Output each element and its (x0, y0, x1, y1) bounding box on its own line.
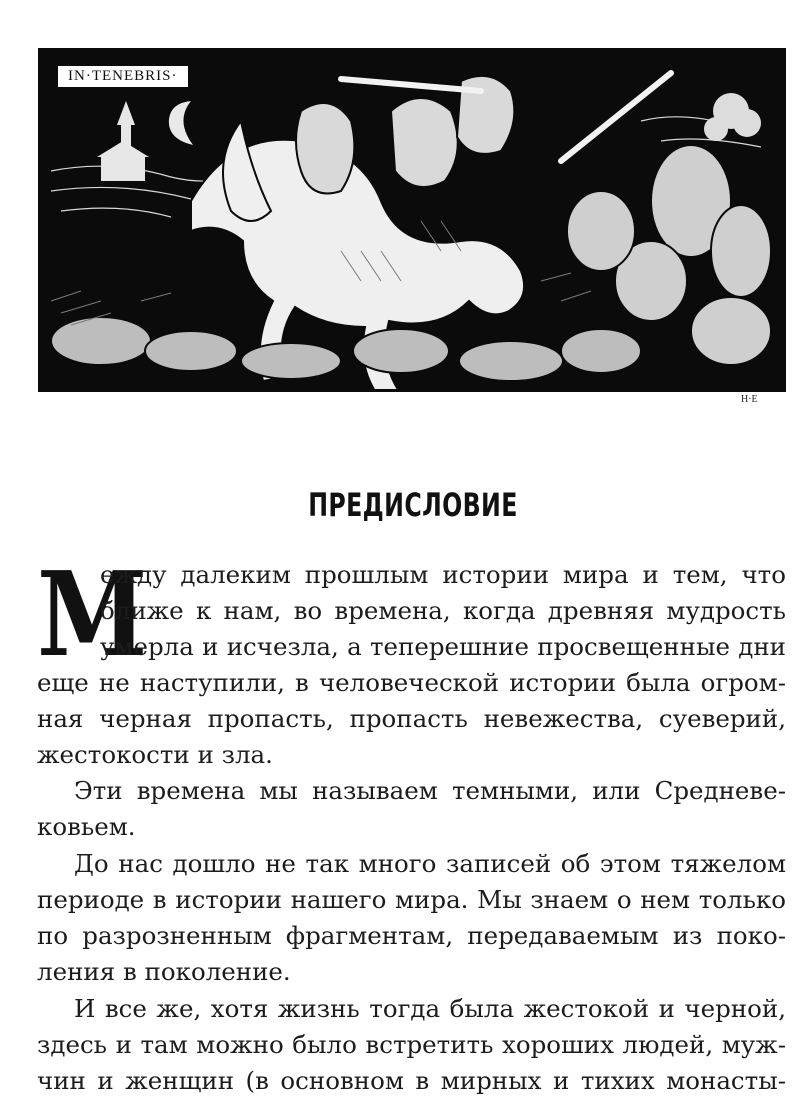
woodcut-illustration (38, 48, 786, 392)
text-line: еще не наступили, в человеческой истории была огром- (37, 668, 786, 697)
text-line: чин и женщин (в основном в мирных и тихих монасты- (37, 1066, 786, 1095)
text-line: Эти времена мы называем темными, или Средневе- (74, 776, 786, 805)
text-line: здесь и там можно было встретить хороших людей, муж- (37, 1030, 786, 1059)
text-line: умерла и исчезла, а теперешние просвещенные дни (100, 632, 786, 661)
text-line: ежду далеким прошлым истории мира и тем, что (100, 560, 786, 589)
text-line: ления в поколение. (37, 957, 291, 986)
banner-inscription: IN·TENEBRIS· (56, 64, 190, 89)
drop-cap: М (37, 547, 148, 683)
text-line: по разрозненным фрагментам, передаваемым из поко- (37, 921, 786, 950)
text-line: ная черная пропасть, пропасть невежества, суеверий, (37, 704, 786, 733)
text-line: периоде в истории нашего мира. Мы знаем о нем только (37, 885, 786, 914)
text-line: жестокости и зла. (37, 740, 273, 769)
text-line: До нас дошло не так много записей об этом тяжелом (74, 849, 786, 878)
woodcut-riders-illustration (41, 51, 783, 389)
artist-monogram: Н·Е (741, 394, 758, 405)
text-line: И все же, хотя жизнь тогда была жестокой и черной, (74, 994, 786, 1023)
text-line: ближе к нам, во времена, когда древняя мудрость (100, 596, 786, 625)
page-title: ПРЕДИСЛОВИЕ (308, 486, 518, 524)
text-line: ковьем. (37, 812, 136, 841)
